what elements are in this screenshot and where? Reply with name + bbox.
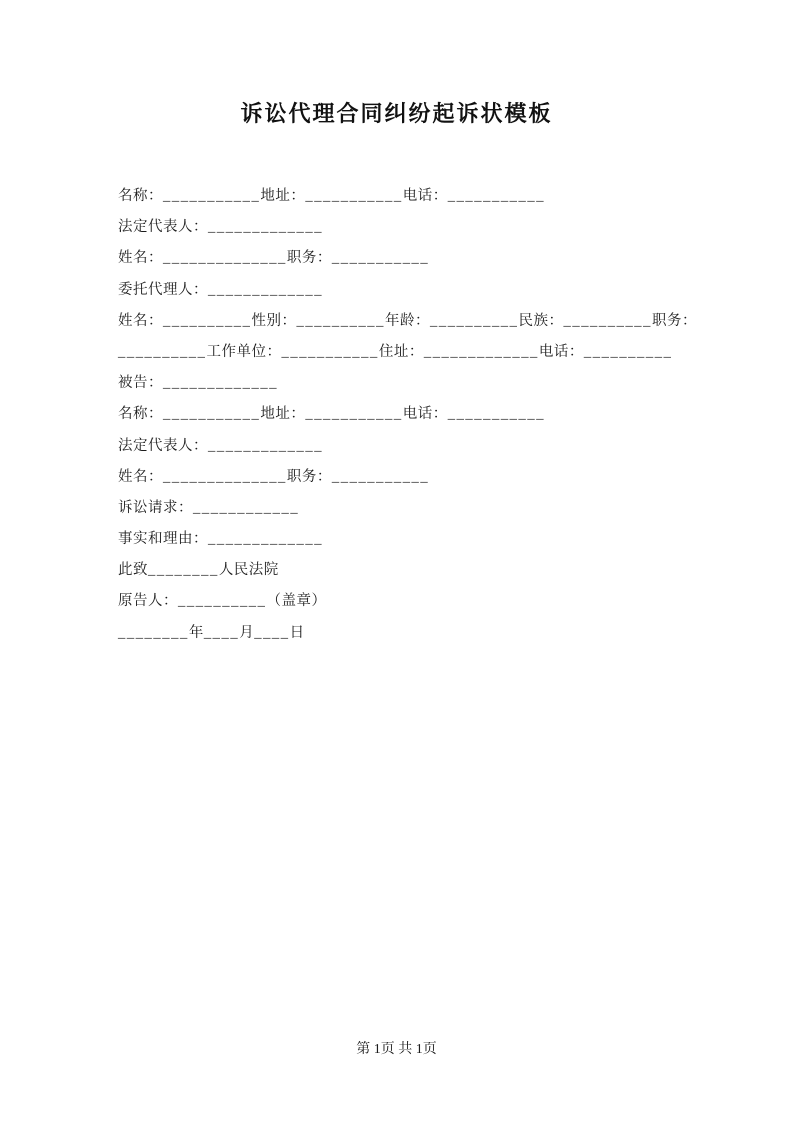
form-line bbox=[118, 618, 793, 649]
blank-underline: _____________ bbox=[208, 281, 324, 298]
blank-underline: ________ bbox=[118, 624, 189, 641]
field-label: 地址： bbox=[260, 188, 306, 204]
form-line bbox=[118, 306, 793, 337]
form-line bbox=[118, 181, 793, 212]
form-line bbox=[118, 555, 793, 586]
field-label: 委托代理人： bbox=[118, 281, 208, 298]
field-label: 民族： bbox=[518, 312, 564, 329]
field-label: 年 bbox=[188, 624, 204, 641]
field-label: 性别： bbox=[251, 312, 297, 329]
form-line bbox=[118, 243, 793, 274]
blank-underline: ______________ bbox=[163, 250, 287, 267]
blank-underline: ___________ bbox=[447, 188, 546, 204]
field-label: 法定代表人： bbox=[118, 219, 208, 236]
field-label: 法定代表人： bbox=[118, 437, 208, 454]
blank-underline: ___________ bbox=[305, 188, 403, 204]
form-line bbox=[118, 462, 793, 493]
field-label: 姓名： bbox=[118, 468, 163, 485]
blank-underline: __________ bbox=[583, 343, 673, 360]
page-footer bbox=[0, 1038, 793, 1058]
page-number-indicator: 第 1页 共 1页 bbox=[356, 1042, 437, 1057]
blank-underline: __________ bbox=[296, 312, 385, 329]
field-label: 姓名： bbox=[118, 250, 163, 267]
blank-underline: ___________ bbox=[305, 406, 403, 423]
blank-underline: __________ bbox=[430, 312, 519, 329]
field-label: 被告： bbox=[118, 375, 163, 392]
blank-underline: ____________ bbox=[193, 499, 300, 516]
blank-underline: _____________ bbox=[208, 219, 324, 236]
field-label: 住址： bbox=[378, 343, 424, 360]
field-label: 日 bbox=[289, 624, 305, 641]
blank-underline: __________ bbox=[178, 593, 267, 610]
field-label: 工作单位： bbox=[206, 343, 282, 360]
form-line bbox=[118, 524, 793, 555]
blank-underline: _____________ bbox=[208, 531, 324, 548]
field-label: 原告人： bbox=[118, 593, 178, 610]
form-line bbox=[118, 399, 793, 430]
blank-underline: ______________ bbox=[163, 468, 287, 485]
field-label: （盖章） bbox=[266, 593, 327, 610]
field-label: 此致 bbox=[118, 562, 148, 579]
field-label: 职务： bbox=[286, 250, 332, 267]
form-line bbox=[118, 368, 793, 399]
blank-underline: ___________ bbox=[331, 250, 430, 267]
blank-underline: ___________ bbox=[163, 188, 261, 204]
blank-underline: _____________ bbox=[163, 375, 279, 392]
field-label: 名称： bbox=[118, 188, 163, 204]
form-line bbox=[118, 337, 793, 368]
blank-underline: ___________ bbox=[163, 406, 261, 423]
blank-underline: ________ bbox=[148, 562, 219, 579]
form-line bbox=[118, 275, 793, 306]
field-label: 职务： bbox=[652, 312, 697, 329]
field-label: 人民法院 bbox=[218, 562, 279, 579]
field-label: 名称： bbox=[118, 406, 163, 423]
blank-underline: __________ bbox=[118, 343, 207, 360]
blank-underline: _____________ bbox=[208, 437, 324, 454]
field-label: 姓名： bbox=[118, 312, 163, 329]
field-label: 事实和理由： bbox=[118, 531, 208, 548]
field-label: 地址： bbox=[260, 406, 306, 423]
form-line bbox=[118, 493, 793, 524]
form-line bbox=[118, 212, 793, 243]
field-label: 电话： bbox=[402, 406, 448, 423]
form-line bbox=[118, 586, 793, 617]
field-label: 电话： bbox=[402, 188, 448, 204]
document-title: 诉讼代理合同纠纷起诉状模板 bbox=[240, 101, 553, 126]
blank-underline: ___________ bbox=[281, 343, 379, 360]
field-label: 月 bbox=[239, 624, 255, 641]
field-label: 诉讼请求： bbox=[118, 499, 193, 516]
form-lines bbox=[118, 181, 793, 649]
field-label: 电话： bbox=[538, 343, 584, 360]
blank-underline: ____ bbox=[203, 624, 240, 641]
blank-underline: __________ bbox=[163, 312, 252, 329]
form-line bbox=[118, 431, 793, 462]
field-label: 年龄： bbox=[385, 312, 430, 329]
blank-underline: __________ bbox=[563, 312, 652, 329]
field-label: 职务： bbox=[286, 468, 332, 485]
blank-underline: _____________ bbox=[423, 343, 539, 360]
blank-underline: ___________ bbox=[447, 406, 546, 423]
blank-underline: ___________ bbox=[331, 468, 430, 485]
blank-underline: ____ bbox=[254, 624, 290, 641]
